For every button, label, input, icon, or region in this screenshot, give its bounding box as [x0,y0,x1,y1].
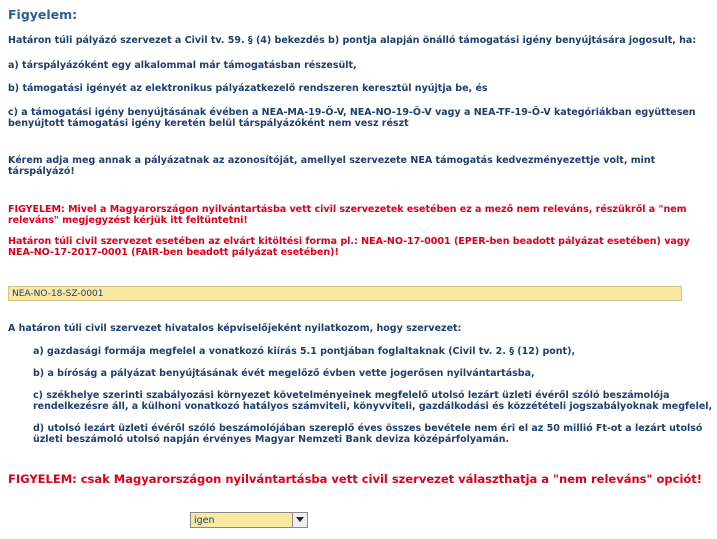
declaration-a: a) gazdasági formája megfelel a vonatkozó kiírás 5.1 pontjában foglaltaknak (Civil tv. 2. § (12) pont), [33,346,576,357]
declaration-d: d) utolsó lezárt üzleti évéről szóló beszámolójában szereplő éves összes bevétele nem éri el az 50 millió Ft-ot a lezárt utolsó üzleti beszámoló utolsó napján érvényes Magyar Nemzeti Bank deviza középárfolyamán. [33,423,703,445]
request-text: Kérem adja meg annak a pályázatnak az azonosítóját, amellyel szervezete NEA támogatás kedvezményezettje volt, mint társpályázó! [8,155,656,177]
intro-text: Határon túli pályázó szervezet a Civil tv. 59. § (4) bekezdés b) pontja alapján önálló támogatási igény benyújtására jogosult, ha: [8,35,697,46]
chevron-down-icon[interactable] [292,513,307,527]
declaration-intro: A határon túli civil szervezet hivatalos képviselőjeként nyilatkozom, hogy szervezet: [8,323,462,334]
warning-not-relevant: FIGYELEM: Mivel a Magyarországon nyilvántartásba vett civil szervezetek esetében ez a mező nem releváns, részükről a "nem releváns" megjegyzést kérjük itt feltüntetni! [8,204,687,226]
page-heading: Figyelem: [8,7,78,22]
relevance-select[interactable] [190,512,308,528]
condition-c: c) a támogatási igény benyújtásának évében a NEA-MA-19-Ö-V, NEA-NO-19-Ö-V vagy a NEA-TF-19-Ö-V kategóriákban együttesen benyújtott támogatási igény keretén belül társpályázóként nem vesz részt [8,107,696,129]
declaration-b: b) a bíróság a pályázat benyújtásának évét megelőző évben vette jogerősen nyilvántartásba, [33,368,535,379]
declaration-c: c) székhelye szerinti szabályozási környezet követelményeinek megfelelő utolsó lezárt üzleti évéről szóló beszámolója rendelkezésre áll, a külhoni vonatkozó hatályos számviteli, könyvviteli, gazdálkodási és közzétételi jogszabályoknak megfelel, [33,390,713,412]
warning-format: Határon túli civil szervezet esetében az elvárt kitöltési forma pl.: NEA-NO-17-0001 (EPER-ben beadott pályázat esetében) vagy NEA-NO-17-2017-0001 (FAIR-ben beadott pályázat esetében)! [8,236,690,258]
final-warning: FIGYELEM: csak Magyarországon nyilvántartásba vett civil szervezet választhatja a "nem releváns" opciót! [8,472,703,486]
application-id-input[interactable] [8,286,682,301]
condition-a: a) társpályázóként egy alkalommal már támogatásban részesült, [8,60,357,71]
relevance-select-value: igen [194,514,215,526]
condition-b: b) támogatási igényét az elektronikus pályázatkezelő rendszeren keresztül nyújtja be, és [8,83,488,94]
